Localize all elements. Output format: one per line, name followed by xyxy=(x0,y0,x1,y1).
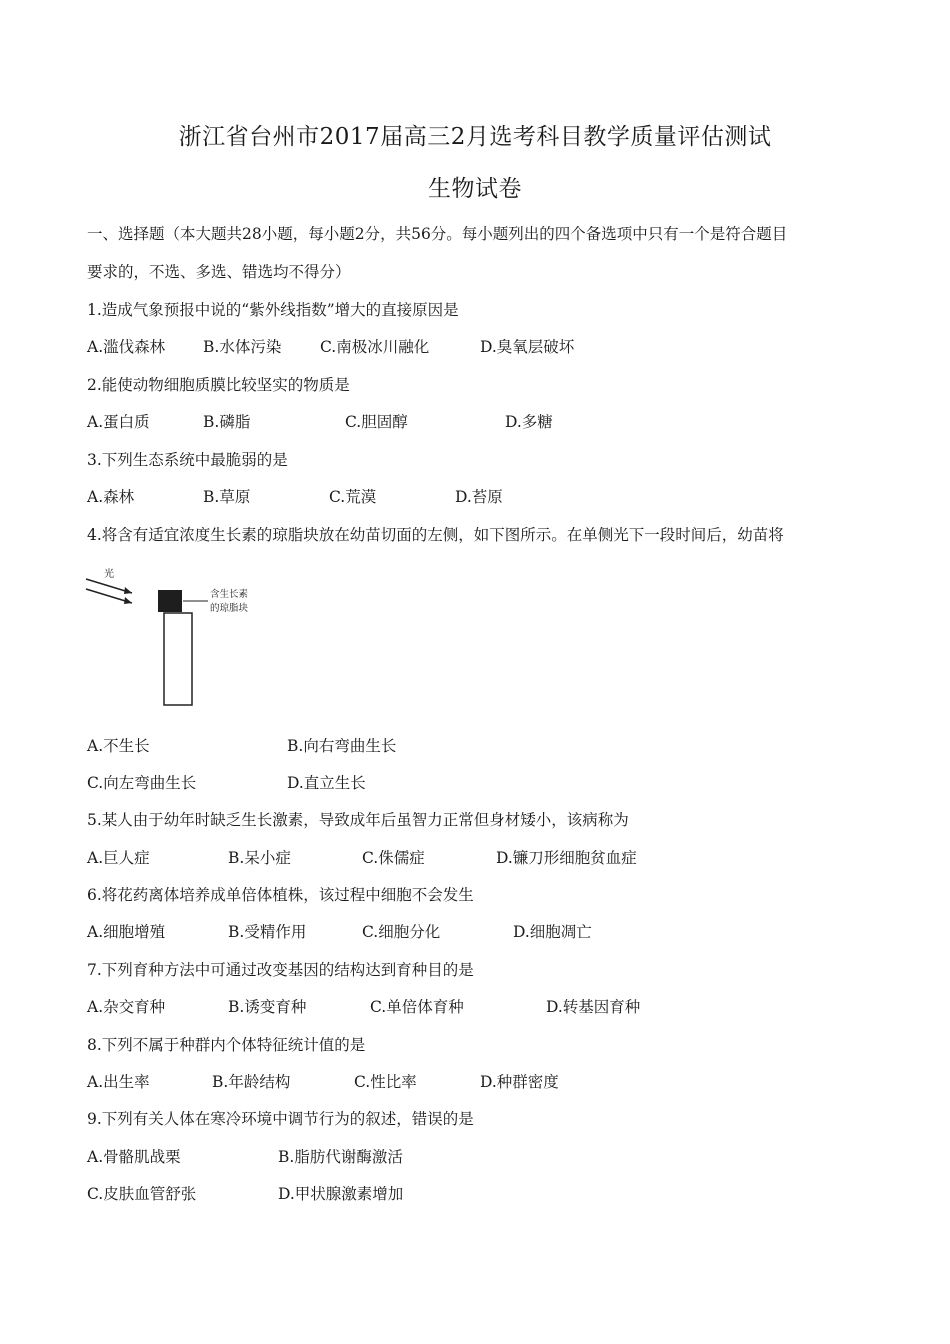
question-6-option-a: A.细胞增殖 xyxy=(87,923,166,941)
question-8-option-b: B.年龄结构 xyxy=(212,1073,291,1091)
question-8-option-a: A.出生率 xyxy=(87,1073,150,1091)
question-9-option-c: C.皮肤血管舒张 xyxy=(87,1185,197,1203)
agar-label-line2: 的琼脂块 xyxy=(210,603,249,614)
question-3-option-a: A.森林 xyxy=(87,488,135,506)
question-8-option-d: D.种群密度 xyxy=(480,1073,559,1091)
question-4-option-b: B.向右弯曲生长 xyxy=(287,737,397,755)
question-3-option-d: D.苔原 xyxy=(455,488,503,506)
seedling-diagram-svg xyxy=(82,565,282,715)
question-4-stem: 4.将含有适宜浓度生长素的琼脂块放在幼苗切面的左侧，如下图所示。在单侧光下一段时间后，幼苗将 xyxy=(87,526,784,544)
document-title: 浙江省台州市2017届高三2月选考科目教学质量评估测试 xyxy=(178,124,772,150)
question-8-option-c: C.性比率 xyxy=(354,1073,417,1091)
question-6-option-b: B.受精作用 xyxy=(228,923,307,941)
question-5-option-d: D.镰刀形细胞贫血症 xyxy=(496,849,637,867)
question-1-stem: 1.造成气象预报中说的“紫外线指数”增大的直接原因是 xyxy=(87,301,459,319)
agar-block xyxy=(158,590,182,612)
question-5-stem: 5.某人由于幼年时缺乏生长激素，导致成年后虽智力正常但身材矮小，该病称为 xyxy=(87,811,629,829)
seedling-stem xyxy=(164,613,192,705)
question-2-option-c: C.胆固醇 xyxy=(345,413,408,431)
question-4-option-a: A.不生长 xyxy=(87,737,150,755)
question-7-option-a: A.杂交育种 xyxy=(87,998,166,1016)
question-4-option-c: C.向左弯曲生长 xyxy=(87,774,197,792)
question-6-stem: 6.将花药离体培养成单倍体植株，该过程中细胞不会发生 xyxy=(87,886,474,904)
agar-label-line1: 含生长素 xyxy=(210,589,249,600)
question-3-option-b: B.草原 xyxy=(203,488,251,506)
light-arrowhead-1 xyxy=(124,587,132,594)
question-5-option-b: B.呆小症 xyxy=(228,849,291,867)
question-1-option-d: D.臭氧层破坏 xyxy=(480,338,575,356)
question-6-option-c: C.细胞分化 xyxy=(362,923,441,941)
question-1-option-c: C.南极冰川融化 xyxy=(320,338,430,356)
question-9-option-b: B.脂肪代谢酶激活 xyxy=(278,1148,403,1166)
question-7-option-c: C.单倍体育种 xyxy=(370,998,464,1016)
question-3-stem: 3.下列生态系统中最脆弱的是 xyxy=(87,451,288,469)
question-7-option-d: D.转基因育种 xyxy=(546,998,641,1016)
section-instruction-line2: 要求的，不选、多选、错选均不得分） xyxy=(87,263,351,281)
document-subtitle: 生物试卷 xyxy=(428,176,522,202)
question-7-stem: 7.下列育种方法中可通过改变基因的结构达到育种目的是 xyxy=(87,961,474,979)
seedling-diagram xyxy=(82,565,282,715)
question-7-option-b: B.诱变育种 xyxy=(228,998,307,1016)
question-2-stem: 2.能使动物细胞质膜比较坚实的物质是 xyxy=(87,376,350,394)
question-6-option-d: D.细胞凋亡 xyxy=(513,923,592,941)
question-2-option-d: D.多糖 xyxy=(505,413,553,431)
question-2-option-b: B.磷脂 xyxy=(203,413,251,431)
question-3-option-c: C.荒漠 xyxy=(329,488,377,506)
question-1-option-b: B.水体污染 xyxy=(203,338,282,356)
question-4-option-d: D.直立生长 xyxy=(287,774,366,792)
question-2-option-a: A.蛋白质 xyxy=(87,413,150,431)
question-1-option-a: A.滥伐森林 xyxy=(87,338,166,356)
light-label: 光 xyxy=(104,569,114,580)
question-5-option-a: A.巨人症 xyxy=(87,849,150,867)
question-9-stem: 9.下列有关人体在寒冷环境中调节行为的叙述，错误的是 xyxy=(87,1110,474,1128)
question-9-option-d: D.甲状腺激素增加 xyxy=(278,1185,404,1203)
question-5-option-c: C.侏儒症 xyxy=(362,849,425,867)
light-arrowhead-2 xyxy=(124,597,132,604)
question-9-option-a: A.骨骼肌战栗 xyxy=(87,1148,181,1166)
section-instruction-line1: 一、选择题（本大题共28小题，每小题2分，共56分。每小题列出的四个备选项中只有一个是符合题目 xyxy=(87,225,788,243)
question-8-stem: 8.下列不属于种群内个体特征统计值的是 xyxy=(87,1036,366,1054)
